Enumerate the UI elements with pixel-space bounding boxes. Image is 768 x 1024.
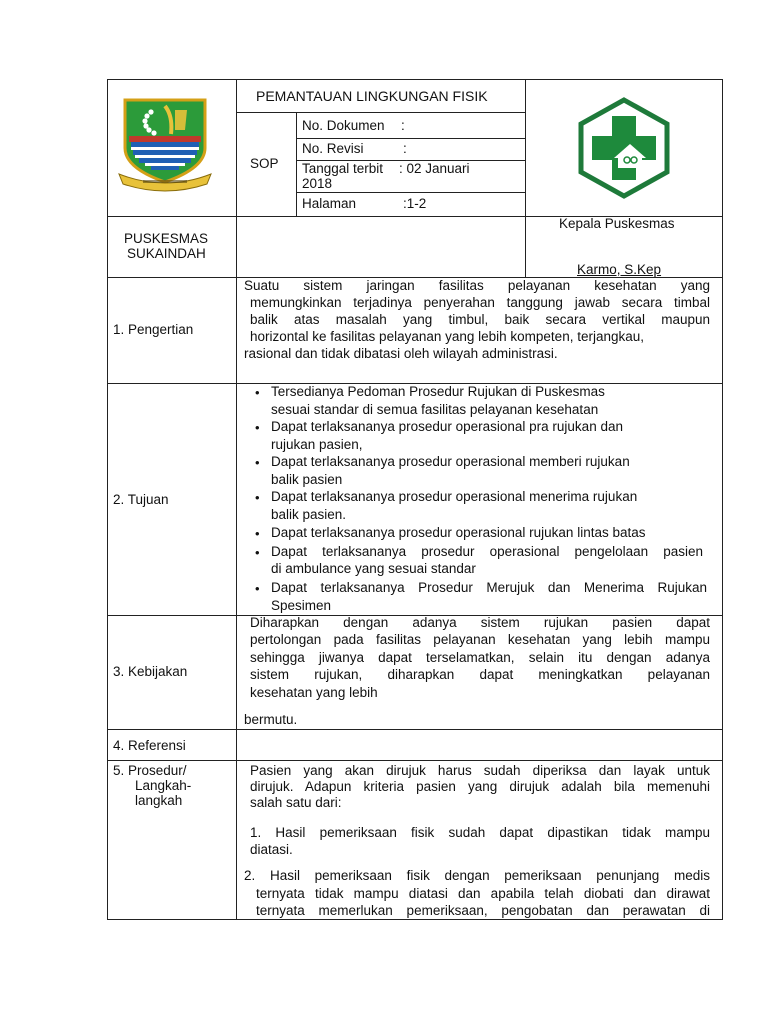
- prosedur-intro-line: salah satu dari:: [250, 795, 342, 810]
- tujuan-item: balik pasien: [271, 472, 343, 487]
- kebijakan-line: pertolongan pada fasilitas pelayanan kesehatan yang lebih mampu: [250, 632, 710, 647]
- sop-label: SOP: [250, 156, 279, 171]
- kebijakan-line: Diharapkan dengan adanya sistem rujukan pasien dapat: [250, 615, 710, 630]
- tujuan-item: balik pasien.: [271, 507, 347, 522]
- org-name-line1: PUSKESMAS: [124, 231, 209, 246]
- section-label-referensi: 4. Referensi: [113, 738, 186, 753]
- field-value-tanggal-terbit: : 02 Januari: [399, 161, 470, 176]
- kebijakan-line: sehingga jiwanya dapat terselamatkan, selain itu dengan adanya: [250, 650, 710, 665]
- signer-title: Kepala Puskesmas: [559, 216, 675, 231]
- pengertian-line: balik atas masalah yang timbul, baik secara vertikal maupun: [250, 312, 710, 327]
- tujuan-item: Dapat terlaksananya prosedur operasional pengelolaan pasien: [271, 544, 703, 559]
- tujuan-item: Dapat terlaksananya prosedur operasional pra rujukan dan: [271, 419, 623, 434]
- tujuan-item: di ambulance yang sesuai standar: [271, 561, 476, 576]
- pengertian-line: rasional dan tidak dibatasi oleh wilayah administrasi.: [244, 346, 558, 361]
- field-value-no-dokumen: :: [401, 118, 405, 133]
- bullet-icon: •: [255, 455, 260, 470]
- signer-name: Karmo, S.Kep: [577, 262, 662, 277]
- section-label-pengertian: 1. Pengertian: [113, 322, 194, 337]
- section-label-kebijakan: 3. Kebijakan: [113, 664, 188, 679]
- field-label-no-revisi: No. Revisi: [302, 141, 364, 156]
- bullet-icon: •: [255, 490, 260, 505]
- tujuan-item: Tersedianya Pedoman Prosedur Rujukan di Puskesmas: [271, 384, 605, 399]
- prosedur-intro-line: Pasien yang akan dirujuk harus sudah diperiksa dan layak untuk: [250, 763, 710, 778]
- pengertian-line: Suatu sistem jaringan fasilitas pelayanan kesehatan yang: [244, 278, 710, 293]
- prosedur-item-1: diatasi.: [250, 842, 293, 857]
- tujuan-item: Dapat terlaksananya prosedur operasional memberi rujukan: [271, 454, 630, 469]
- section-label-tujuan: 2. Tujuan: [113, 492, 169, 507]
- tujuan-item: rujukan pasien,: [271, 437, 363, 452]
- bullet-icon: •: [255, 545, 260, 560]
- prosedur-item-2: ternyata tidak mampu diatasi dan apabila telah diobati dan dirawat: [256, 886, 710, 901]
- bullet-icon: •: [255, 526, 260, 541]
- field-value-halaman: :1-2: [403, 196, 427, 211]
- section-label-prosedur: langkah: [135, 793, 183, 808]
- prosedur-item-1: 1. Hasil pemeriksaan fisik sudah dapat dipastikan tidak mampu: [250, 825, 710, 840]
- bullet-icon: •: [255, 420, 260, 435]
- field-label-no-dokumen: No. Dokumen: [302, 118, 385, 133]
- tujuan-item: Dapat terlaksananya prosedur operasional rujukan lintas batas: [271, 525, 646, 540]
- tujuan-item: Dapat terlaksananya prosedur operasional menerima rujukan: [271, 489, 638, 504]
- pengertian-line: memungkinkan terjadinya penyerahan tanggung jawab secara timbal: [250, 295, 710, 310]
- kebijakan-line: bermutu.: [244, 712, 298, 727]
- tujuan-item: sesuai standar di semua fasilitas pelayanan kesehatan: [271, 402, 599, 417]
- field-value-tanggal-terbit-year: 2018: [302, 176, 333, 191]
- bullet-icon: •: [255, 385, 260, 400]
- pengertian-line: horizontal ke fasilitas pelayanan yang lebih kompeten, terjangkau,: [250, 329, 644, 344]
- tujuan-item: Dapat terlaksananya Prosedur Merujuk dan Menerima Rujukan: [271, 580, 707, 595]
- regency-emblem-logo: [117, 96, 213, 194]
- prosedur-item-2: ternyata memerlukan pemeriksaan, pengobatan dan perawatan di: [256, 903, 710, 918]
- section-label-prosedur: Langkah-: [135, 778, 192, 793]
- kebijakan-line: kesehatan yang lebih: [250, 685, 378, 700]
- tujuan-item: Spesimen: [271, 598, 332, 613]
- bullet-icon: •: [255, 581, 260, 596]
- section-label-prosedur: 5. Prosedur/: [113, 763, 187, 778]
- kebijakan-line: sistem rujukan, diharapkan dapat meningkatkan pelayanan: [250, 667, 710, 682]
- field-label-tanggal-terbit: Tanggal terbit: [302, 161, 384, 176]
- prosedur-item-2: 2. Hasil pemeriksaan fisik dengan pemeriksaan penunjang medis: [244, 868, 710, 883]
- document-title: PEMANTAUAN LINGKUNGAN FISIK: [256, 88, 488, 104]
- field-label-halaman: Halaman: [302, 196, 357, 211]
- field-value-no-revisi: :: [403, 141, 407, 156]
- prosedur-intro-line: dirujuk. Adapun kriteria pasien yang dirujuk adalah bila memenuhi: [250, 779, 710, 794]
- puskesmas-logo: [570, 94, 678, 202]
- org-name-line2: SUKAINDAH: [127, 246, 206, 261]
